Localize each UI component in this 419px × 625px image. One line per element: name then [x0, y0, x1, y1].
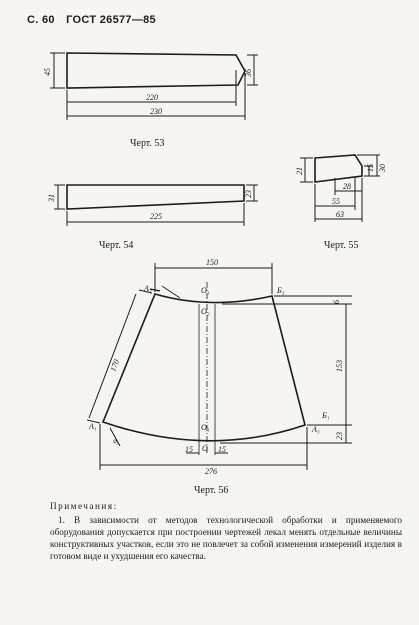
- dim-56-bottom: 276: [205, 467, 217, 476]
- pattern-56-outline: [103, 294, 305, 441]
- pt-a1: A₁: [89, 422, 97, 431]
- notes-block: [50, 500, 402, 562]
- dim-53-len-inner: 220: [146, 93, 158, 102]
- dim-53-h-left: 45: [43, 68, 52, 76]
- pt-a2: A₂: [144, 284, 152, 293]
- drawing-54: [47, 185, 258, 226]
- page-number: С. 60: [27, 14, 55, 26]
- caption-53: Черт. 53: [130, 138, 165, 149]
- dim-56-right15: 15: [218, 445, 226, 454]
- pt-o2: O₂: [201, 307, 210, 316]
- dim-56-top: 150: [206, 258, 218, 267]
- pt-o3: O₃: [201, 286, 210, 295]
- notes-item-1: 1. В зависимости от методов технологической обработки и применяемого оборудования допускается при построении чертежей лекал менять отдельные величины конструктивных участков, если это не повлечет за собой изменения измерений изделия в готовом виде и ухудшения его качества.: [50, 515, 402, 561]
- dim-55-w3: 63: [336, 210, 344, 219]
- dim-54-h-right: 23: [244, 190, 253, 198]
- dim-53-len-total: 230: [150, 107, 162, 116]
- drawing-56: [87, 258, 352, 476]
- dim-56-side: 170: [108, 358, 122, 373]
- dim-53-h-right: 36: [244, 69, 253, 77]
- dim-56-right-bottom: 23: [335, 432, 344, 440]
- dim-55-h-right: 30: [378, 164, 387, 172]
- standard-code: ГОСТ 26577—85: [66, 14, 156, 26]
- dim-56-left15: 15: [185, 445, 193, 454]
- caption-55: Черт. 55: [324, 240, 359, 251]
- pt-o1: O₁: [201, 423, 210, 432]
- drawing-55: [295, 155, 387, 222]
- pattern-54-outline: [67, 185, 244, 209]
- pattern-53-outline: [67, 53, 245, 88]
- dim-56-height: 153: [335, 360, 344, 372]
- caption-54: Черт. 54: [99, 240, 134, 251]
- dim-55-h-small: 15: [366, 164, 375, 172]
- notes-title: Примечания:: [50, 501, 118, 511]
- pt-b1: Б₁: [322, 411, 330, 420]
- dim-55-w2: 55: [332, 197, 340, 206]
- dim-56-right-small: 6: [332, 300, 341, 304]
- drawing-53: [43, 53, 258, 120]
- pt-b3: Б₃: [277, 286, 285, 295]
- dim-55-h-left: 21: [295, 167, 304, 175]
- caption-56: Черт. 56: [194, 485, 229, 496]
- dim-54-len: 225: [150, 212, 162, 221]
- pt-a3: A₃: [312, 425, 320, 434]
- pattern-55-outline: [315, 155, 362, 182]
- pt-o: O: [202, 444, 208, 453]
- dim-54-h-left: 31: [47, 194, 56, 202]
- dim-56-bottom-left: 9: [110, 438, 121, 446]
- dim-55-w1: 28: [343, 182, 351, 191]
